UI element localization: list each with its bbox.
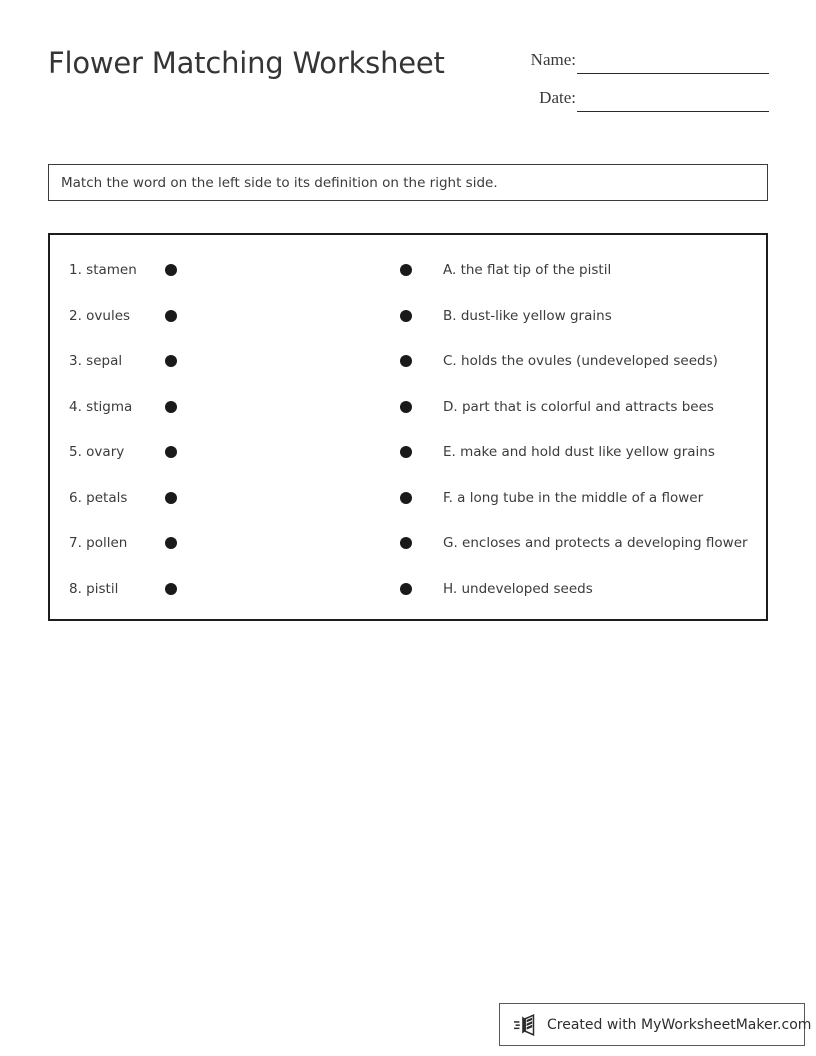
attribution-text: Created with MyWorksheetMaker.com (547, 1016, 812, 1033)
definition-connector-dot-b[interactable] (400, 310, 412, 322)
definition-connector-dot-d[interactable] (400, 401, 412, 413)
definition-label-d: D. part that is colorful and attracts bees (443, 398, 714, 415)
name-date-fields (496, 48, 772, 124)
table-row (50, 247, 766, 293)
worksheet-maker-logo-icon (513, 1012, 539, 1038)
instruction-box (48, 164, 768, 201)
definition-connector-dot-a[interactable] (400, 264, 412, 276)
term-connector-dot-8[interactable] (165, 583, 177, 595)
definition-label-b: B. dust-like yellow grains (443, 307, 612, 324)
definition-label-f: F. a long tube in the middle of a flower (443, 489, 704, 506)
table-row (50, 429, 766, 475)
term-connector-dot-2[interactable] (165, 310, 177, 322)
term-connector-dot-4[interactable] (165, 401, 177, 413)
definition-connector-dot-f[interactable] (400, 492, 412, 504)
definition-connector-dot-c[interactable] (400, 355, 412, 367)
date-field-label: Date: (539, 88, 576, 107)
definition-connector-dot-g[interactable] (400, 537, 412, 549)
definition-label-e: E. make and hold dust like yellow grains (443, 444, 715, 460)
date-field-row (496, 86, 772, 124)
table-row (50, 384, 766, 430)
term-label-1: 1. stamen (69, 262, 137, 278)
name-field-row (496, 48, 772, 86)
term-label-7: 7. pollen (69, 535, 128, 551)
page-title: Flower Matching Worksheet (48, 46, 445, 80)
name-input-line[interactable] (577, 73, 769, 74)
date-input-line[interactable] (577, 111, 769, 112)
term-label-2: 2. ovules (69, 307, 131, 324)
table-row (50, 475, 766, 521)
definition-connector-dot-e[interactable] (400, 446, 412, 458)
term-connector-dot-5[interactable] (165, 446, 177, 458)
term-connector-dot-6[interactable] (165, 492, 177, 504)
name-field-label: Name: (530, 50, 576, 69)
term-label-3: 3. sepal (69, 353, 123, 369)
table-row (50, 520, 766, 566)
instruction-text: Match the word on the left side to its definition on the right side. (61, 174, 498, 191)
term-connector-dot-3[interactable] (165, 355, 177, 367)
term-connector-dot-7[interactable] (165, 537, 177, 549)
definition-label-c: C. holds the ovules (undeveloped seeds) (443, 353, 718, 369)
term-label-8: 8. pistil (69, 580, 119, 597)
definition-label-h: H. undeveloped seeds (443, 580, 593, 597)
term-label-4: 4. stigma (69, 398, 133, 415)
definition-label-a: A. the flat tip of the pistil (443, 262, 612, 278)
table-row (50, 338, 766, 384)
table-row (50, 566, 766, 612)
definition-connector-dot-h[interactable] (400, 583, 412, 595)
term-connector-dot-1[interactable] (165, 264, 177, 276)
term-label-5: 5. ovary (69, 444, 125, 460)
definition-label-g: G. encloses and protects a developing flower (443, 535, 748, 551)
attribution-badge[interactable] (499, 1003, 812, 1046)
matching-exercise-box (48, 233, 768, 621)
table-row (50, 293, 766, 339)
page-header (0, 0, 816, 140)
term-label-6: 6. petals (69, 489, 128, 506)
